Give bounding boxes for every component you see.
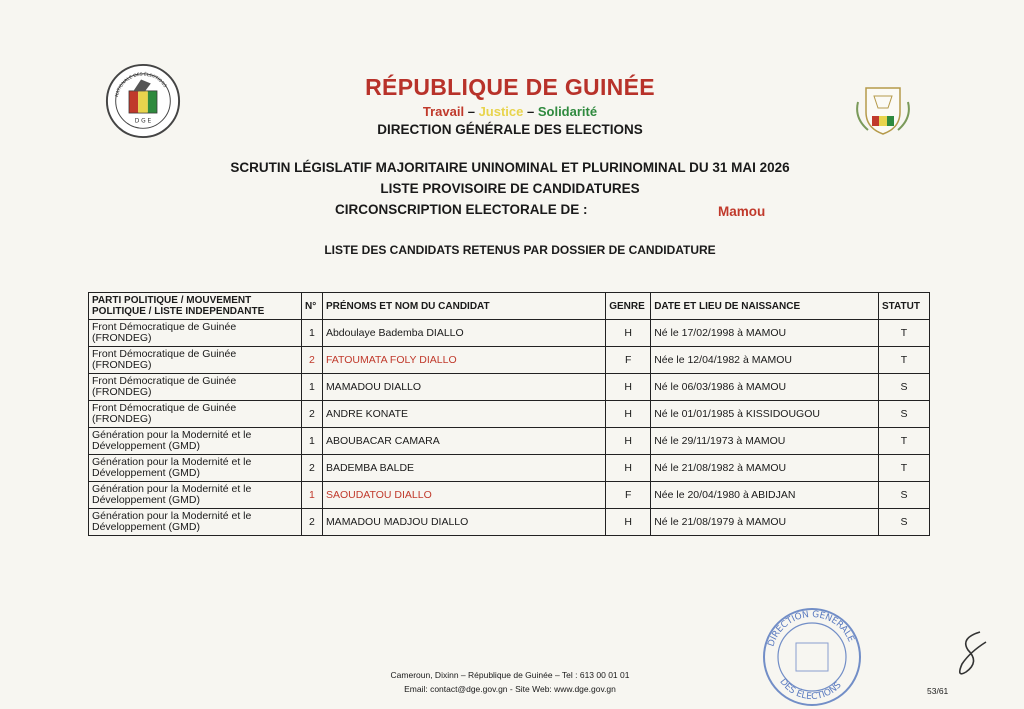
cell-date: Né le 17/02/1998 à MAMOU — [651, 320, 879, 347]
cell-parti: Génération pour la Modernité et le Développement (GMD) — [89, 455, 302, 482]
cell-parti: Front Démocratique de Guinée (FRONDEG) — [89, 401, 302, 428]
cell-statut: T — [879, 320, 930, 347]
cell-nom: MAMADOU MADJOU DIALLO — [322, 509, 605, 536]
dge-logo — [104, 62, 182, 140]
coat-of-arms — [848, 72, 918, 142]
cell-num: 1 — [301, 374, 322, 401]
cell-parti: Génération pour la Modernité et le Développement (GMD) — [89, 428, 302, 455]
motto-solidarite: Solidarité — [537, 104, 598, 119]
scrutin-title: SCRUTIN LÉGISLATIF MAJORITAIRE UNINOMINAL ET PLURINOMINAL DU 31 MAI 2026 — [230, 160, 790, 175]
motto-separator: – — [464, 104, 479, 119]
cell-nom: BADEMBA BALDE — [322, 455, 605, 482]
cell-num: 1 — [301, 482, 322, 509]
table-row — [89, 482, 930, 509]
header-nom: PRÉNOMS ET NOM DU CANDIDAT — [322, 293, 605, 320]
table-row — [89, 374, 930, 401]
cell-num: 2 — [301, 455, 322, 482]
cell-statut: T — [879, 428, 930, 455]
cell-genre: H — [606, 428, 651, 455]
circonscription-value: Mamou — [718, 204, 766, 219]
page-number: 53/61 — [927, 686, 949, 696]
cell-parti: Génération pour la Modernité et le Développement (GMD) — [89, 509, 302, 536]
cell-date: Né le 21/08/1982 à MAMOU — [651, 455, 879, 482]
official-stamp — [760, 605, 864, 709]
cell-num: 1 — [301, 428, 322, 455]
candidates-table — [88, 292, 930, 536]
cell-genre: H — [606, 401, 651, 428]
cell-genre: H — [606, 374, 651, 401]
cell-num: 2 — [301, 509, 322, 536]
header — [260, 74, 760, 137]
cell-statut: S — [879, 401, 930, 428]
retained-title: LISTE DES CANDIDATS RETENUS PAR DOSSIER DE CANDIDATURE — [324, 243, 716, 257]
footer-contact: Email: contact@dge.gov.gn - Site Web: www.dge.gov.gn — [404, 684, 616, 694]
header-statut: STATUT — [879, 293, 930, 320]
table-row — [89, 320, 930, 347]
cell-nom: ABOUBACAR CAMARA — [322, 428, 605, 455]
cell-num: 2 — [301, 347, 322, 374]
table-row — [89, 455, 930, 482]
cell-statut: S — [879, 374, 930, 401]
cell-statut: T — [879, 455, 930, 482]
republic-title: RÉPUBLIQUE DE GUINÉE — [365, 74, 655, 100]
cell-statut: S — [879, 482, 930, 509]
motto-separator: – — [523, 104, 538, 119]
direction-title: DIRECTION GÉNÉRALE DES ELECTIONS — [377, 122, 643, 137]
national-motto — [260, 104, 760, 119]
cell-date: Né le 21/08/1979 à MAMOU — [651, 509, 879, 536]
svg-text:DES ÉLECTIONS: DES ÉLECTIONS — [777, 677, 844, 703]
cell-nom: SAOUDATOU DIALLO — [322, 482, 605, 509]
table-row — [89, 428, 930, 455]
cell-parti: Front Démocratique de Guinée (FRONDEG) — [89, 347, 302, 374]
cell-parti: Front Démocratique de Guinée (FRONDEG) — [89, 320, 302, 347]
header-date: DATE ET LIEU DE NAISSANCE — [651, 293, 879, 320]
table-row — [89, 347, 930, 374]
svg-text:DIRECTION GÉNÉRALE: DIRECTION GÉNÉRALE — [766, 609, 856, 649]
cell-parti: Front Démocratique de Guinée (FRONDEG) — [89, 374, 302, 401]
cell-statut: T — [879, 347, 930, 374]
motto-travail: Travail — [422, 104, 465, 119]
cell-genre: F — [606, 482, 651, 509]
cell-date: Née le 20/04/1980 à ABIDJAN — [651, 482, 879, 509]
cell-genre: H — [606, 509, 651, 536]
table-row — [89, 401, 930, 428]
circonscription-label: CIRCONSCRIPTION ELECTORALE DE : — [335, 202, 588, 217]
cell-genre: F — [606, 347, 651, 374]
header-parti: PARTI POLITIQUE / MOUVEMENT POLITIQUE / LISTE INDEPENDANTE — [89, 293, 302, 320]
cell-date: Né le 06/03/1986 à MAMOU — [651, 374, 879, 401]
header-num: N° — [301, 293, 322, 320]
footer — [300, 668, 720, 696]
header-genre: GENRE — [606, 293, 651, 320]
cell-date: Né le 01/01/1985 à KISSIDOUGOU — [651, 401, 879, 428]
svg-text:D G E: D G E — [134, 118, 152, 125]
cell-date: Né le 29/11/1973 à MAMOU — [651, 428, 879, 455]
svg-text:NATIONALE DES ÉLECTIONS: NATIONALE DES ÉLECTIONS — [114, 72, 168, 98]
list-title: LISTE PROVISOIRE DE CANDIDATURES — [380, 181, 640, 196]
cell-num: 2 — [301, 401, 322, 428]
footer-address: Cameroun, Dixinn – République de Guinée – Tel : 613 00 01 01 — [390, 670, 630, 680]
cell-genre: H — [606, 455, 651, 482]
cell-num: 1 — [301, 320, 322, 347]
cell-nom: FATOUMATA FOLY DIALLO — [322, 347, 605, 374]
handwritten-signature — [950, 628, 998, 680]
cell-nom: ANDRE KONATE — [322, 401, 605, 428]
cell-statut: S — [879, 509, 930, 536]
table-row — [89, 509, 930, 536]
table-header-row — [89, 293, 930, 320]
cell-parti: Génération pour la Modernité et le Développement (GMD) — [89, 482, 302, 509]
cell-nom: MAMADOU DIALLO — [322, 374, 605, 401]
cell-genre: H — [606, 320, 651, 347]
cell-date: Née le 12/04/1982 à MAMOU — [651, 347, 879, 374]
motto-justice: Justice — [478, 104, 524, 119]
cell-nom: Abdoulaye Bademba DIALLO — [322, 320, 605, 347]
